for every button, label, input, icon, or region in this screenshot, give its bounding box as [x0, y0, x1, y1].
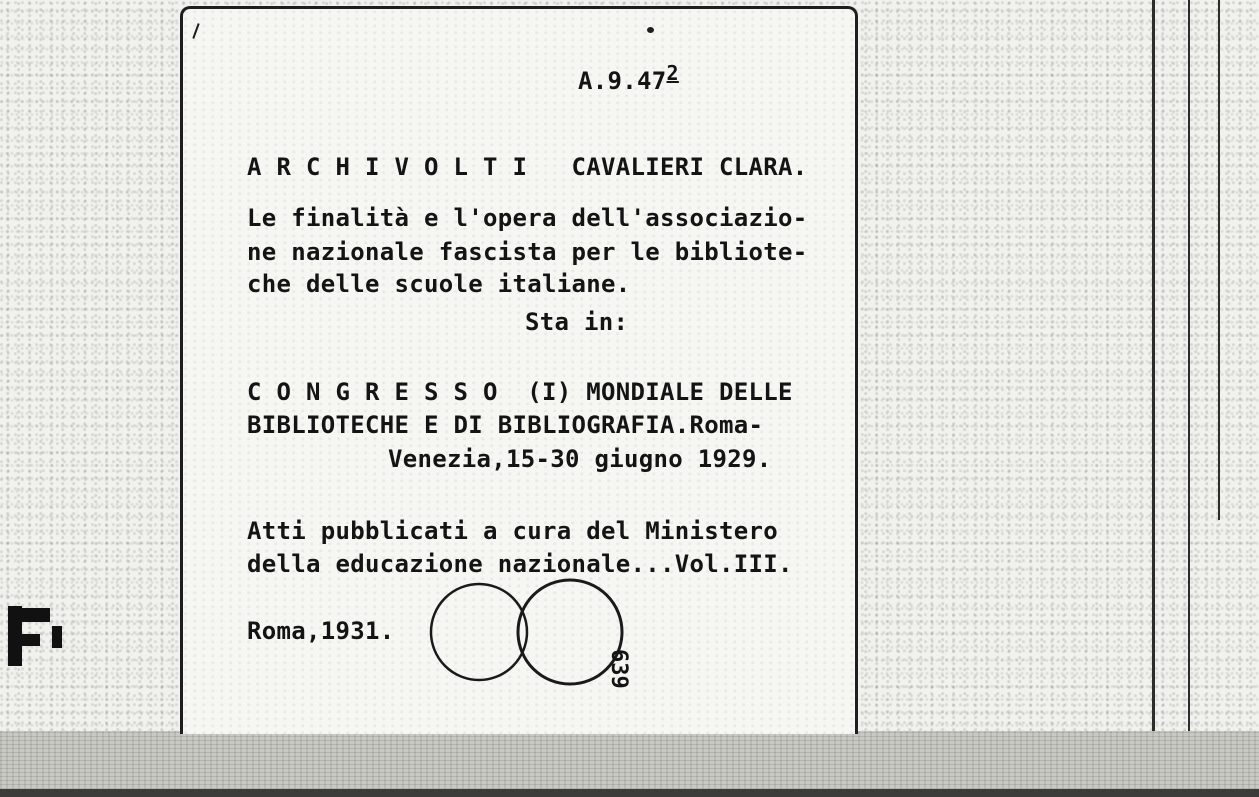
ink-dot — [647, 27, 654, 33]
title-line: che delle scuole italiane. — [247, 270, 631, 298]
vertical-rule — [1218, 0, 1220, 520]
vertical-rule — [1152, 0, 1155, 735]
vertical-rule — [1188, 0, 1190, 735]
bottom-edge-line — [0, 789, 1259, 797]
place-year: Roma,1931. — [247, 617, 395, 645]
atti-line: Atti pubblicati a cura del Ministero — [247, 517, 778, 545]
title-line: ne nazionale fascista per le bibliote- — [247, 238, 808, 266]
bottom-band — [0, 731, 1259, 797]
congress-line: C O N G R E S S O (I) MONDIALE DELLE — [247, 378, 793, 406]
catalog-reference: A.9.47$^2$ — [578, 61, 679, 95]
index-card — [180, 6, 858, 734]
title-line: Le finalità e l'opera dell'associazio- — [247, 204, 808, 232]
shelf-number: 639 — [606, 649, 631, 689]
author-heading: A R C H I V O L T I CAVALIERI CLARA. — [247, 153, 808, 181]
congress-line: BIBLIOTECHE E DI BIBLIOGRAFIA.Roma- — [247, 411, 764, 439]
sta-in-label: Sta in: — [525, 308, 629, 336]
corner-tick — [192, 23, 199, 39]
side-mark-f — [6, 604, 64, 668]
congress-line: Venezia,15-30 giugno 1929. — [388, 445, 772, 473]
atti-line: della educazione nazionale...Vol.III. — [247, 550, 793, 578]
stamp-circles — [427, 574, 627, 689]
